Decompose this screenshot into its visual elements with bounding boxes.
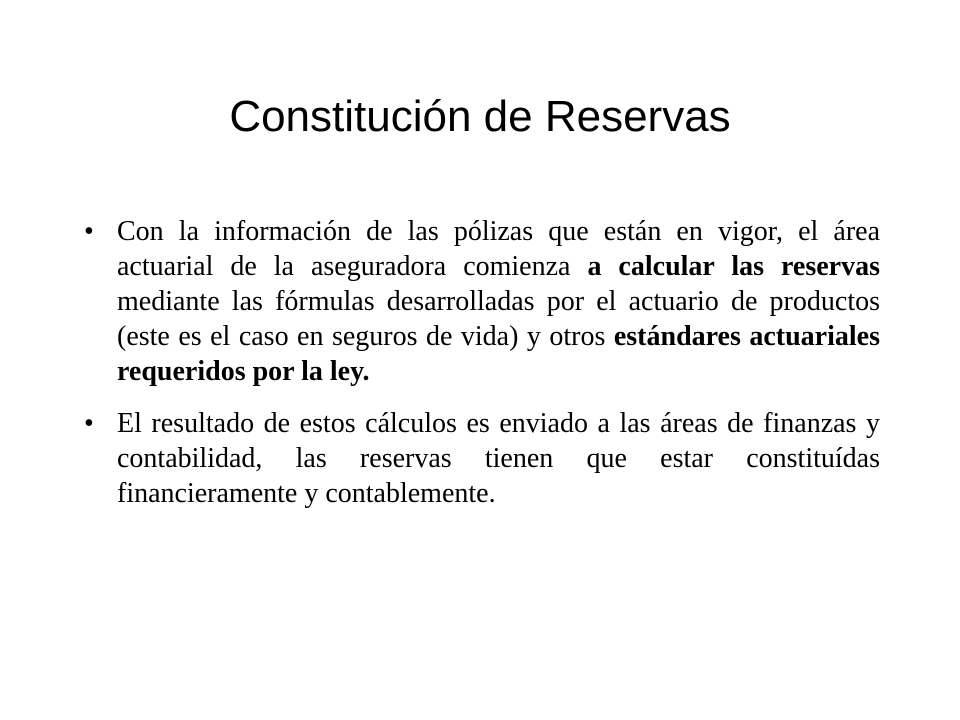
bullet-item [80, 214, 880, 389]
slide-title: Constitución de Reservas [229, 92, 731, 141]
bullet-text-emphasis: a calcular las reservas [587, 251, 880, 282]
bullet-text-segment: mediante las fórmulas desarrolladas por el actuario de productos (este es el caso en seguros de vida) y otros [117, 286, 880, 352]
bullet-icon: • [84, 408, 94, 439]
bullet-text-segment: El resultado de estos cálculos es enviado a las áreas de finanzas y contabilidad, las reservas tienen que estar constituídas financieramente y contablemente. [117, 408, 880, 509]
bullet-item [80, 406, 880, 511]
bullet-text-segment: Con la información de las pólizas que están en vigor, el área actuarial de la aseguradora comienza [117, 216, 880, 282]
slide-body [80, 214, 880, 528]
bullet-icon: • [84, 216, 94, 247]
bullet-text-emphasis: estándares actuariales requeridos por la ley. [117, 321, 880, 387]
